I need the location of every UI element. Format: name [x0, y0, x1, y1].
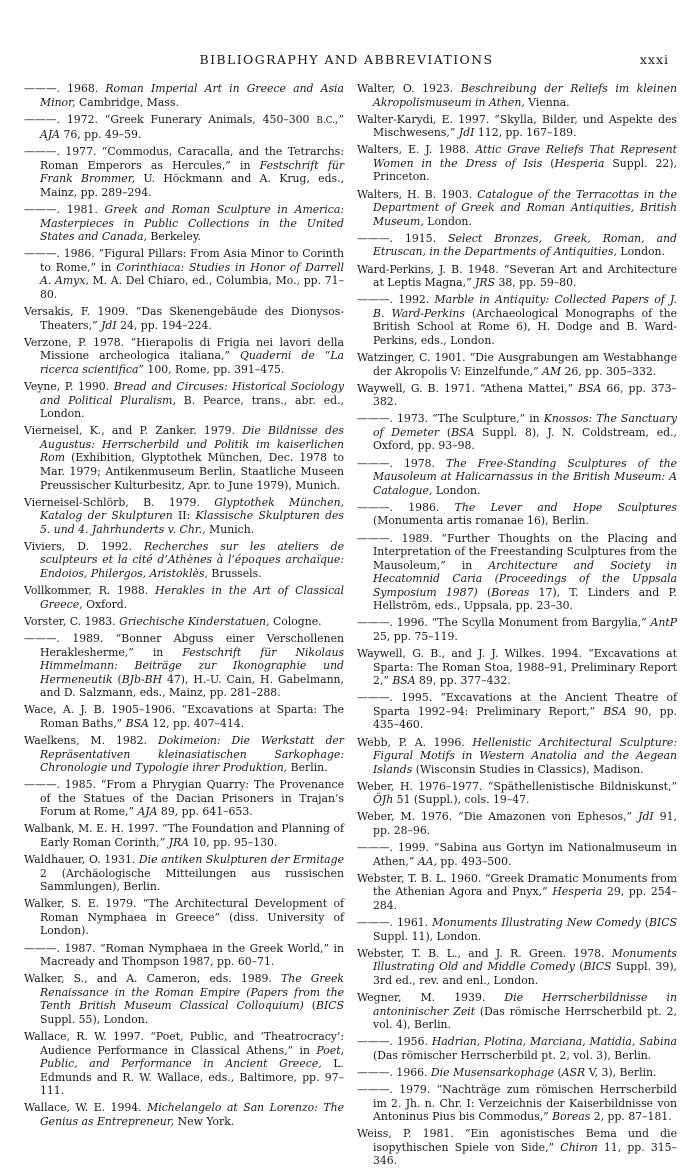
bibliography-entry-viviers-1992: Viviers, D. 1992. Recherches sur les ateliers de sculpteurs et la cité d’Athènes à l’époques archaïque: Endoios, Philergos, Aristoklès, Brussels.: [24, 539, 344, 580]
bibliography-entry-waelkens-1982: Waelkens, M. 1982. Dokimeion: Die Werkstatt der Repräsentativen kleinasiatischen Sarkophage: Chronologie und Typologie ihrer Produktion, Berlin.: [24, 733, 344, 775]
bibliography-entry-walters-1988: Walters, E. J. 1988. Attic Grave Reliefs That Represent Women in the Dress of Isis (Hesperia Suppl. 22), Princeton.: [357, 143, 677, 184]
bibliography-entry-vollkommer-1988: Vollkommer, R. 1988. Herakles in the Art of Classical Greece, Oxford.: [24, 584, 344, 611]
bibliography-entry-vierneisel-schlorb-1979: Vierneisel-Schlörb, B. 1979. Glyptothek München, Katalog der Skulpturen II: Klassische Skulpturen des 5. und 4. Jahrhunderts v. Chr., Munich.: [24, 495, 345, 536]
bibliography-entry-webster-1960: Webster, T. B. L. 1960. “Greek Dramatic Monuments from the Athenian Agora and Pnyx,” Hesperia 29, pp. 254–284.: [357, 871, 677, 912]
bibliography-entry-walker-1987: ———. 1987. “Roman Nymphaea in the Greek World,” in Macready and Thompson 1987, pp. 60–71.: [24, 941, 344, 969]
bibliography-entry-wallace-1997: Wallace, R. W. 1997. “Poet, Public, and ‘Theatrocracy’: Audience Performance in Classical Athens,” in Poet, Public, and Performance in Ancient Greece, L. Edmunds and R. W. Wallace, eds., Baltimore, pp. 97–111.: [24, 1030, 344, 1098]
bibliography-entry-wegner-1966: ———. 1966. Die Musensarkophage (ASR V, 3), Berlin.: [357, 1065, 657, 1079]
bibliography-entry-walter-karydi-1997: Walter-Karydi, E. 1997. “Skylla, Bilder, und Aspekte des Mischwesens,” JdI 112, pp. 167–189.: [357, 112, 677, 140]
bibliography-entry-walker-1979: Walker, S. E. 1979. “The Architectural Development of Roman Nymphaea in Greece” (diss. University of London).: [24, 897, 344, 938]
bibliography-entry-ward-perkins-1992: ———. 1992. Marble in Antiquity: Collected Papers of J. B. Ward-Perkins (Archaeological Monographs of the British School at Rome 6), H. Dodge and B. Ward-Perkins, eds., London.: [357, 293, 677, 347]
bibliography-entry-verzone-1978: Verzone, P. 1978. “Hierapolis di Frigia nei lavori della Missione archeologica italiana,” Quaderni de “La ricerca scientifica” 100, Rome, pp. 391–475.: [24, 335, 345, 376]
bibliography-entry-wallace-1994: Wallace, W. E. 1994. Michelangelo at San Lorenzo: The Genius as Entrepreneur, New York.: [24, 1101, 344, 1128]
bibliography-entry-webster-green-1978: Webster, T. B. L., and J. R. Green. 1978. Monuments Illustrating Old and Middle Comedy (BICS Suppl. 39), 3rd ed., rev. and enl., London.: [357, 946, 677, 987]
bibliography-entry-vorster-1983: Vorster, C. 1983. Griechische Kinderstatuen, Cologne.: [24, 614, 322, 628]
running-title: BIBLIOGRAPHY AND ABBREVIATIONS: [199, 52, 494, 67]
bibliography-entry-waywell-1996: ———. 1996. “The Scylla Monument from Bargylia,” AntP 25, pp. 75–119.: [357, 616, 677, 643]
bibliography-entry-vierneisel-zanker-1979: Vierneisel, K., and P. Zanker. 1979. Die Bildnisse des Augustus: Herrscherbild und Politik im kaiserlichen Rom (Exhibition, Glyptothek München, Dec. 1978 to Mar. 1979; Antikenmuseum Berlin, Staatliche Museen Preussischer Kulturbesitz, Apr. to June 1979), Munich.: [24, 424, 344, 492]
bibliography-entry-weber-1976: Weber, M. 1976. “Die Amazonen von Ephesos,” JdI 91, pp. 28–96.: [357, 810, 677, 838]
bibliography-entry-vermeule-1981: ———. 1981. Greek and Roman Sculpture in America: Masterpieces in Public Collections in the United States and Canada, Berkeley.: [24, 203, 345, 244]
bibliography-entry-ward-perkins-1948: Ward-Perkins, J. B. 1948. “Severan Art and Architecture at Leptis Magna,” JRS 38, pp. 59–80.: [357, 262, 677, 290]
bibliography-entry-weber-1999: ———. 1999. “Sabina aus Gortyn im Nationalmuseum in Athen,” AA, pp. 493–500.: [357, 841, 677, 868]
bibliography-entry-walker-cameron-1989: Walker, S., and A. Cameron, eds. 1989. The Greek Renaissance in the Roman Empire (Papers from the Tenth British Museum Classical Colloquium) (BICS Suppl. 55), London.: [24, 972, 344, 1026]
bibliography-entry-walter-1923: Walter, O. 1923. Beschreibung der Reliefs im kleinen Akropolismuseum in Athen, Vienna.: [357, 82, 677, 109]
right-column: [357, 82, 677, 1172]
bibliography-entry-wegner-1939: Wegner, M. 1939. Die Herrscherbildnisse in antoninischer Zeit (Das römische Herrscherbild pt. 2, vol. 4), Berlin.: [357, 991, 677, 1032]
bibliography-entry-vermeule-1968: ———. 1968. Roman Imperial Art in Greece and Asia Minor, Cambridge, Mass.: [24, 82, 344, 109]
bibliography-entry-versakis-1909: Versakis, F. 1909. “Das Skenengebäude des Dionysos-Theaters,” JdI 24, pp. 194–224.: [24, 305, 344, 332]
left-column: [24, 82, 344, 1132]
bibliography-entry-waywell-1986: ———. 1986. The Lever and Hope Sculptures (Monumenta artis romanae 16), Berlin.: [357, 500, 677, 528]
bibliography-entry-walbank-1997: Walbank, M. E. H. 1997. “The Foundation and Planning of Early Roman Corinth,” JRA 10, pp. 95–130.: [24, 822, 344, 849]
bibliography-entry-vermeule-1986: ———. 1986. “Figural Pillars: From Asia Minor to Corinth to Rome,” in Corinthiaca: Studies in Honor of Darrell A. Amyx, M. A. Del Chiaro, ed., Columbia, Mo., pp. 71–80.: [24, 247, 345, 302]
bibliography-entry-waywell-1973: ———. 1973. “The Sculpture,” in Knossos: The Sanctuary of Demeter (BSA Suppl. 8), J. N. Coldstream, ed., Oxford, pp. 93–98.: [357, 412, 677, 453]
bibliography-entry-weiss-1981: Weiss, P. 1981. “Ein agonistisches Bema und die isopythischen Spiele von Side,” Chiron 11, pp. 315–346.: [357, 1127, 677, 1168]
bibliography-entry-waywell-wilkes-1995: ———. 1995. “Excavations at the Ancient Theatre of Sparta 1992–94: Preliminary Report,” BSA 90, pp. 435–460.: [357, 691, 677, 732]
running-header: [24, 52, 669, 70]
bibliography-entry-walters-1903: Walters, H. B. 1903. Catalogue of the Terracottas in the Department of Greek and Roman Antiquities, British Museum, London.: [357, 187, 677, 228]
bibliography-entry-waywell-1989: ———. 1989. “Further Thoughts on the Placing and Interpretation of the Freestanding Sculptures from the Mausoleum,” in Architecture and Society in Hecatomnid Caria (Proceedings of the Uppsala Symposium 1987) (Boreas 17), T. Linders and P. Hellström, eds., Uppsala, pp. 23–30.: [357, 531, 677, 613]
bibliography-entry-wegner-1956: ———. 1956. Hadrian, Plotina, Marciana, Matidia, Sabina (Das römischer Herrscherbild pt. 2, vol. 3), Berlin.: [357, 1035, 677, 1062]
bibliography-entry-wegner-1979: ———. 1979. “Nachträge zum römischen Herrscherbild im 2. Jh. n. Chr. I: Verzeichnis der Kaiserbildnisse von Antoninus Pius bis Commodus,” Boreas 2, pp. 87–181.: [357, 1083, 677, 1124]
bibliography-entry-vermeule-1972: ———. 1972. “Greek Funerary Animals, 450–300 B.C.,” AJA 76, pp. 49–59.: [24, 112, 344, 142]
bibliography-entry-walters-1915: ———. 1915. Select Bronzes, Greek, Roman, and Etruscan, in the Departments of Antiquities, London.: [357, 231, 678, 259]
bibliography-entry-webster-1961: ———. 1961. Monuments Illustrating New Comedy (BICS Suppl. 11), London.: [357, 916, 678, 943]
bibliography-entry-webb-1996: Webb, P. A. 1996. Hellenistic Architectural Sculpture: Figural Motifs in Western Anatolia and the Aegean Islands (Wisconsin Studies in Classics), Madison.: [357, 735, 678, 776]
page-number: xxxi: [639, 52, 669, 67]
bibliography-entry-vermeule-1977: ———. 1977. “Commodus, Caracalla, and the Tetrarchs: Roman Emperors as Hercules,” in Festschrift für Frank Brommer, U. Höckmann and A. Krug, eds., Mainz, pp. 289–294.: [24, 145, 345, 200]
bibliography-entry-veyne-1990: Veyne, P. 1990. Bread and Circuses: Historical Sociology and Political Pluralism, B. Pearce, trans., abr. ed., London.: [24, 380, 345, 421]
bibliography-entry-waywell-wilkes-1994: Waywell, G. B., and J. J. Wilkes. 1994. “Excavations at Sparta: The Roman Stoa, 1988–91, Preliminary Report 2,” BSA 89, pp. 377–432.: [357, 647, 677, 688]
bibliography-entry-vorster-1989: ———. 1989. “Bonner Abguss einer Verschollenen Heraklesherme,” in Festschrift für Nikolaus Himmelmann: Beiträge zur Ikonographie und Hermeneutik (BJb-BH 47), H.-U. Cain, H. Gabelmann, and D. Salzmann, eds., Mainz, pp. 281–288.: [24, 631, 345, 700]
bibliography-entry-waldhauer-1931: Waldhauer, O. 1931. Die antiken Skulpturen der Ermitage 2 (Archäologische Mitteilungen aus russischen Sammlungen), Berlin.: [24, 853, 345, 894]
bibliography-entry-waywell-1978: ———. 1978. The Free-Standing Sculptures of the Mausoleum at Halicarnassus in the British Museum: A Catalogue, London.: [357, 456, 677, 497]
bibliography-entry-watzinger-1901: Watzinger, C. 1901. “Die Ausgrabungen am Westabhange der Akropolis V: Einzelfunde,” AM 26, pp. 305–332.: [357, 351, 677, 378]
bibliography-entry-waywell-1971: Waywell, G. B. 1971. “Athena Mattei,” BSA 66, pp. 373–382.: [357, 381, 677, 409]
bibliography-entry-waelkens-1985: ———. 1985. “From a Phrygian Quarry: The Provenance of the Statues of the Dacian Prisoners in Trajan’s Forum at Rome,” AJA 89, pp. 641–653.: [24, 778, 344, 819]
bibliography-entry-weber-1976-77: Weber, H. 1976–1977. “Späthellenistische Bildniskunst,” ÖJh 51 (Suppl.), cols. 19–47.: [357, 779, 677, 807]
bibliography-entry-wace-1905: Wace, A. J. B. 1905–1906. “Excavations at Sparta: The Roman Baths,” BSA 12, pp. 407–414.: [24, 703, 344, 730]
